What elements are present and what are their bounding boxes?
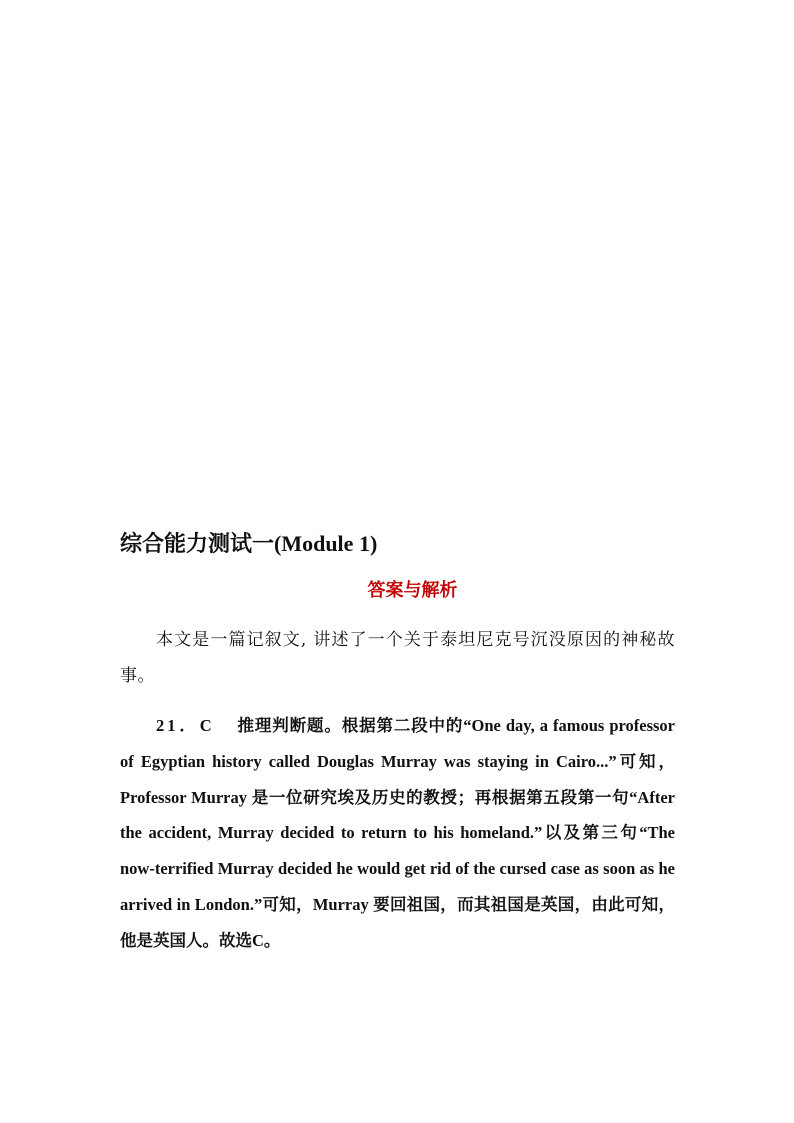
question-number: 21．C [156, 716, 215, 735]
passage-summary: 本文是一篇记叙文, 讲述了一个关于泰坦尼克号沉没原因的神秘故事。 [120, 630, 675, 686]
document-content [120, 526, 675, 959]
answer-text: 推理判断题。根据第二段中的“One day, a famous professor of Egyptian history called Douglas Murray was staying in Cairo...”可知，Professor Murray 是一位研究埃及历史的教授；再根据第五段第一句“After the accident, Murray decided to return to his homeland.”以及第三句“The now-terrified Murray decided he would get rid of the cursed case as soon as he arrived in London.”可知，Murray 要回祖国，而其祖国是英国，由此可知，他是英国人。故选C。 [120, 716, 675, 950]
answer-explanation [120, 708, 675, 959]
document-title: 综合能力测试一(Module 1) [120, 531, 378, 556]
answer-section-heading: 答案与解析 [367, 580, 458, 600]
